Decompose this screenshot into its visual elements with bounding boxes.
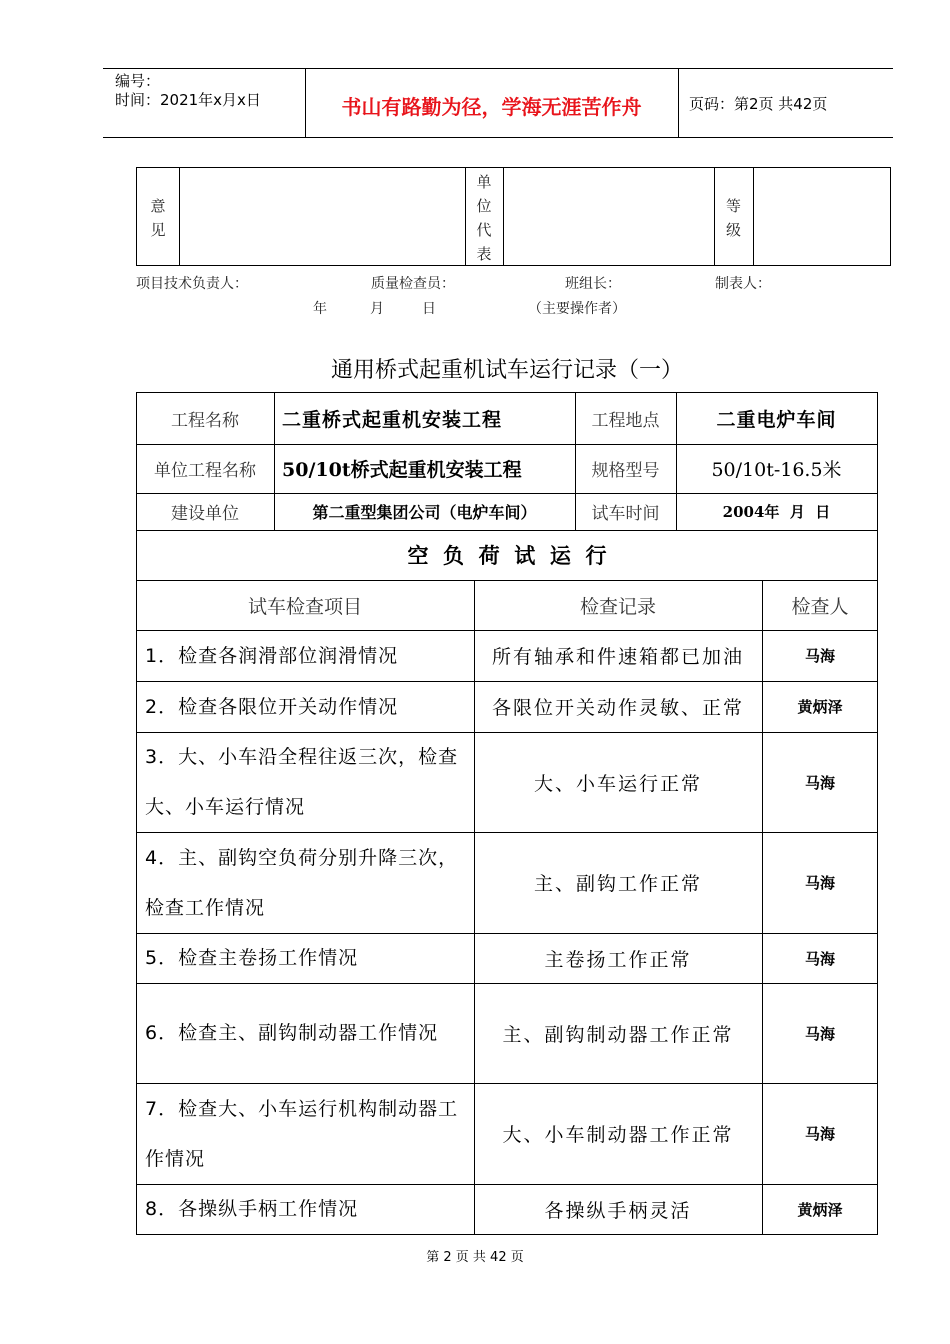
- table-row-inspector: 马海: [804, 647, 835, 665]
- table-line: [136, 1234, 878, 1235]
- table-row-inspector: 马海: [804, 1125, 835, 1143]
- number-label: 编号：: [115, 72, 161, 90]
- table-row-item: 6．检查主、副钩制动器工作情况: [145, 1022, 439, 1044]
- table-row-item: 3．大、小车沿全程往返三次，检查大、小车运行情况: [145, 746, 459, 818]
- table-row-record: 主卷扬工作正常: [544, 948, 692, 971]
- table-row-inspector: 马海: [804, 874, 835, 892]
- table-row-record: 所有轴承和件速箱都已加油: [491, 646, 744, 668]
- table-row-item: 5．检查主卷扬工作情况: [145, 947, 359, 969]
- spec-label: 规格型号: [591, 461, 660, 481]
- header-left: [115, 72, 261, 110]
- builder: 第二重型集团公司（电炉车间）: [312, 503, 537, 522]
- location: 二重电炉车间: [716, 408, 837, 431]
- table-row-item: 2．检查各限位开关动作情况: [145, 695, 399, 718]
- builder-label: 建设单位: [171, 504, 239, 524]
- opinion-label: 意 见: [150, 196, 166, 239]
- test-time: 2004年 月 日: [722, 503, 831, 521]
- table-row-inspector: 马海: [804, 949, 835, 968]
- year-label: 年: [313, 301, 327, 317]
- section-title: 空 负 荷 试 运 行: [407, 544, 607, 568]
- time-label: 时间：2021年x月x日: [115, 91, 261, 109]
- motto: 书山有路勤为径，学海无涯苦作舟: [341, 95, 642, 119]
- col-header-inspector: 检查人: [791, 595, 849, 618]
- spec: 50/10t-16.5米: [711, 459, 842, 481]
- project-name-label: 工程名称: [171, 410, 239, 431]
- table-line: [753, 168, 754, 265]
- table-line: [179, 168, 180, 265]
- table-row-inspector: 马海: [804, 1024, 835, 1043]
- operator-label: （主要操作者）: [528, 301, 626, 317]
- unit-project-label: 单位工程名称: [154, 461, 256, 481]
- table-row-record: 各限位开关动作灵敏、正常: [491, 697, 744, 719]
- unit-project: 50/10t桥式起重机安装工程: [282, 459, 522, 481]
- maker-label: 制表人：: [715, 276, 771, 292]
- col-header-item: 试车检查项目: [247, 595, 362, 618]
- project-name: 二重桥式起重机安装工程: [282, 408, 503, 431]
- table-row-inspector: 黄炳泽: [797, 698, 843, 716]
- location-label: 工程地点: [591, 410, 660, 431]
- team-lead-label: 班组长：: [565, 276, 621, 292]
- grade-label: 等 级: [725, 196, 741, 239]
- table-row-record: 大、小车制动器工作正常: [502, 1124, 734, 1146]
- test-record-table: [136, 392, 878, 1235]
- table-row-item: 7．检查大、小车运行机构制动器工作情况: [145, 1097, 459, 1170]
- page-info: 页码：第2页 共42页: [689, 95, 828, 113]
- table-row-inspector: 黄炳泽: [797, 1200, 843, 1219]
- tech-lead-label: 项目技术负责人：: [136, 276, 248, 292]
- table-row-item: 1．检查各润滑部位润滑情况: [145, 644, 399, 667]
- unit-rep-label: 单 位 代 表: [476, 172, 492, 263]
- document-title: 通用桥式起重机试车运行记录（一）: [330, 358, 683, 383]
- page-footer: 第 2 页 共 42 页: [426, 1250, 524, 1265]
- table-row-record: 主、副钩工作正常: [533, 873, 702, 895]
- col-header-record: 检查记录: [579, 595, 656, 618]
- month-label: 月: [370, 301, 384, 317]
- table-row-record: 主、副钩制动器工作正常: [502, 1023, 734, 1046]
- table-line: [503, 168, 504, 265]
- header-divider: [678, 69, 679, 137]
- table-row-item: 4．主、副钩空负荷分别升降三次，检查工作情况: [145, 846, 459, 919]
- day-label: 日: [422, 301, 436, 317]
- page-header: [103, 68, 893, 138]
- table-row-item: 8．各操纵手柄工作情况: [145, 1198, 359, 1220]
- test-time-label: 试车时间: [591, 504, 660, 524]
- opinion-table: [136, 167, 891, 266]
- table-row-record: 各操纵手柄灵活: [544, 1199, 692, 1222]
- table-row-inspector: 马海: [804, 773, 835, 792]
- quality-label: 质量检查员：: [371, 276, 455, 292]
- table-row-record: 大、小车运行正常: [533, 772, 702, 795]
